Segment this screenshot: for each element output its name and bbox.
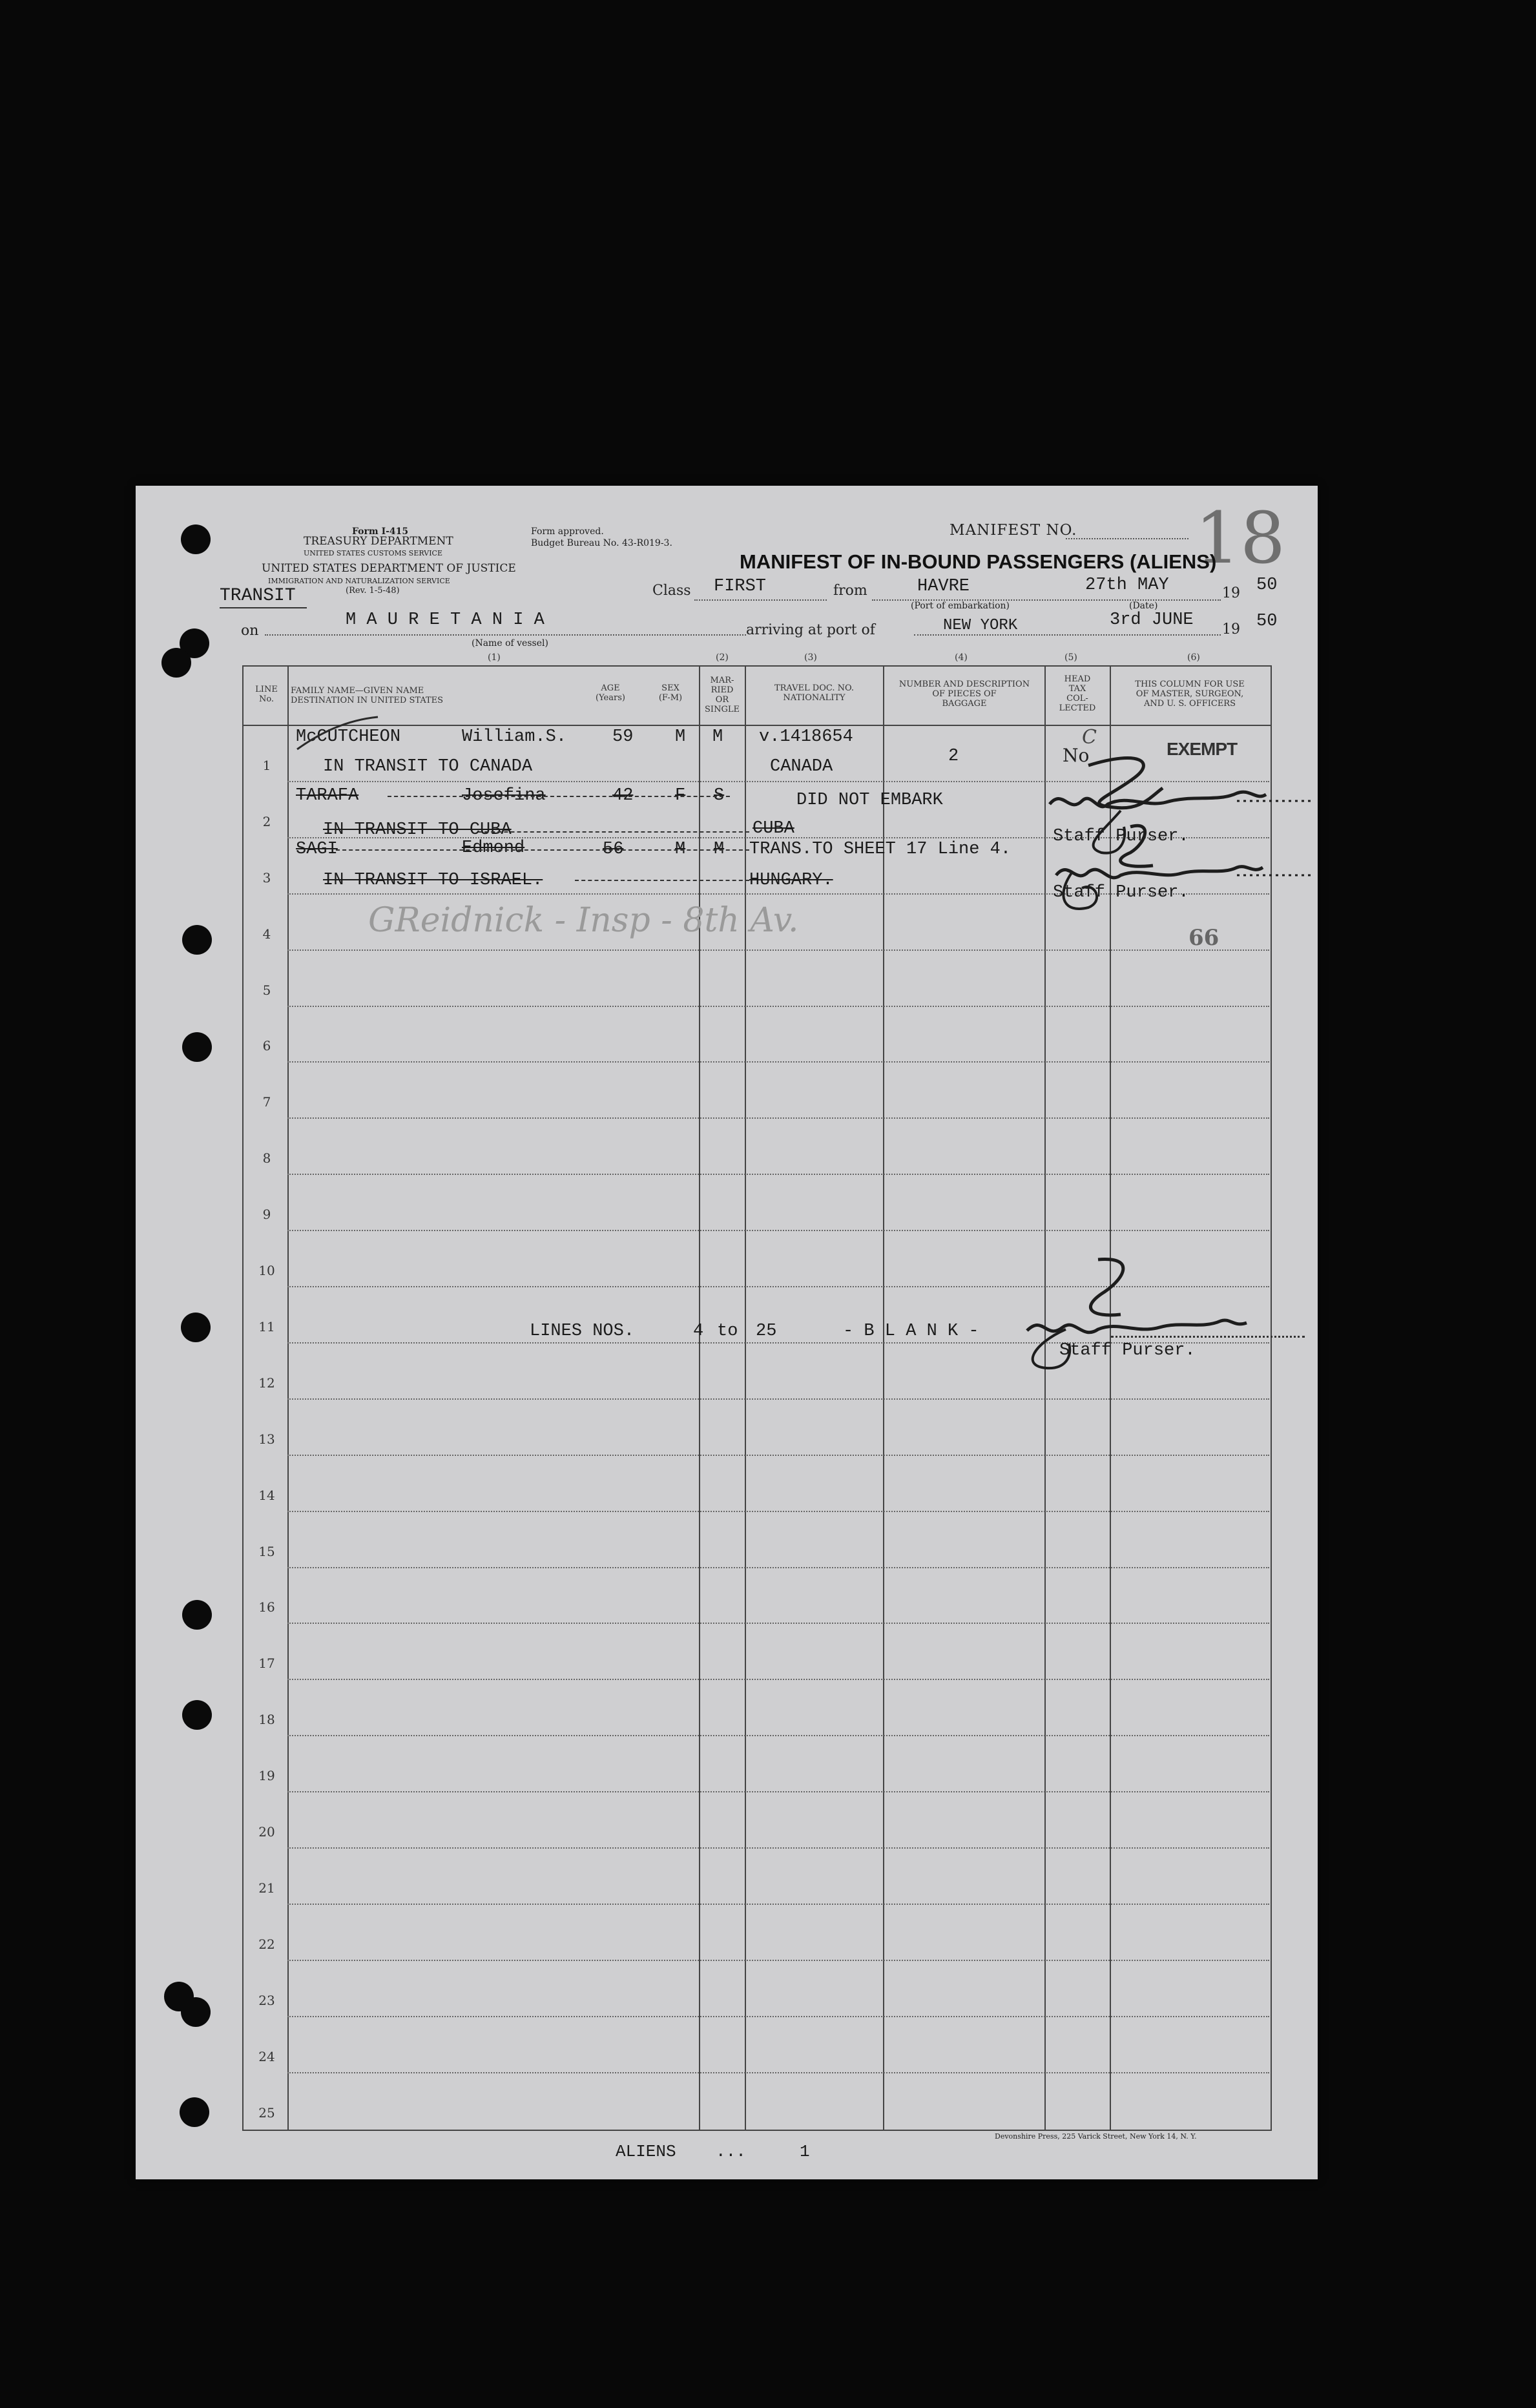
line-number: 25 xyxy=(258,2105,275,2121)
row-divider xyxy=(287,1455,1269,1456)
customs-service: UNITED STATES CUSTOMS SERVICE xyxy=(304,549,442,557)
from-value: HAVRE xyxy=(917,577,970,596)
lines-from: 4 xyxy=(693,1322,704,1341)
manifest-no-value: 18 xyxy=(1195,497,1285,579)
col-travel-doc-text: TRAVEL DOC. NO. NATIONALITY xyxy=(774,683,855,703)
col-officers xyxy=(1112,680,1267,709)
row3-doc-note: TRANS.TO SHEET 17 Line 4. xyxy=(749,840,1012,859)
line-number: 20 xyxy=(258,1824,275,1840)
punch-hole xyxy=(161,648,191,678)
inspector-note: GReidnick - Insp - 8th Av. xyxy=(368,901,799,940)
header-divider xyxy=(242,725,1272,726)
line-number: 12 xyxy=(258,1375,275,1391)
row3-nationality: HUNGARY. xyxy=(749,871,833,890)
port-caption: (Port of embarkation) xyxy=(911,601,1010,611)
row-divider xyxy=(287,1847,1269,1849)
row1-doc: v.1418654 xyxy=(759,727,853,747)
col-name xyxy=(291,686,472,705)
aliens-label: ALIENS xyxy=(616,2142,676,2161)
on-label: on xyxy=(241,623,259,639)
line-number: 6 xyxy=(262,1038,271,1054)
row-divider xyxy=(287,1398,1269,1400)
col-baggage xyxy=(886,680,1043,709)
row-divider xyxy=(287,1904,1269,1905)
aliens-count: 1 xyxy=(800,2142,810,2161)
arriving-label: arriving at port of xyxy=(746,622,875,638)
line-number: 8 xyxy=(262,1150,271,1166)
row1-age: 59 xyxy=(612,727,634,747)
line-number: 16 xyxy=(258,1599,275,1615)
ins-service: IMMIGRATION AND NATURALIZATION SERVICE xyxy=(268,577,450,585)
col-name-text: FAMILY NAME—GIVEN NAME DESTINATION IN UNITED STATES xyxy=(291,686,444,705)
line-number: 21 xyxy=(258,1880,275,1896)
row2b-strike-line xyxy=(478,831,749,833)
punch-hole xyxy=(182,925,212,955)
punch-hole xyxy=(182,1700,212,1730)
col-age xyxy=(591,683,630,703)
date2-value: 3rd JUNE xyxy=(1110,610,1194,630)
row-divider xyxy=(287,1735,1269,1736)
blank-text: - B L A N K - xyxy=(843,1322,979,1341)
aliens-dots: ... xyxy=(716,2142,746,2161)
line-number: 4 xyxy=(262,926,271,942)
arriving-line xyxy=(914,634,1221,636)
manifest-no-label: MANIFEST NO. xyxy=(950,522,1077,539)
colnum-1: (1) xyxy=(488,652,501,663)
line-number: 5 xyxy=(262,982,271,998)
line-number: 2 xyxy=(262,814,271,829)
line-number: 18 xyxy=(258,1712,275,1727)
form-number: Form I-415 xyxy=(352,526,409,537)
col-baggage-text: NUMBER AND DESCRIPTION OF PIECES OF BAGGAGE xyxy=(898,680,1030,709)
line-number: 19 xyxy=(258,1768,275,1783)
row2-doc-note: DID NOT EMBARK xyxy=(796,791,943,810)
transit-underline xyxy=(220,607,307,608)
line-number: 14 xyxy=(258,1488,275,1503)
col-sex xyxy=(651,683,690,703)
line-number: 10 xyxy=(258,1263,275,1278)
col-sex-text: SEX (F-M) xyxy=(658,683,683,703)
col-head-tax-text: HEAD TAX COL- LECTED xyxy=(1059,674,1096,713)
line-number: 13 xyxy=(258,1431,275,1447)
row1-given: William.S. xyxy=(462,727,567,747)
row1-married: M xyxy=(712,727,723,747)
form-revision: (Rev. 1-5-48) xyxy=(346,586,400,596)
col-officers-text: THIS COLUMN FOR USE OF MASTER, SURGEON, AND U. S. OFFICERS xyxy=(1135,680,1245,709)
row2-sex: F xyxy=(675,786,686,805)
colnum-3: (3) xyxy=(804,652,817,663)
row1-surname: McCUTCHEON xyxy=(296,727,401,747)
col-head-tax xyxy=(1046,674,1108,713)
line-number: 22 xyxy=(258,1936,275,1952)
row-divider xyxy=(287,1230,1269,1231)
class-label: Class xyxy=(652,583,691,599)
manifest-title: MANIFEST OF IN-BOUND PASSENGERS (ALIENS) xyxy=(740,550,1217,573)
punch-hole xyxy=(181,1313,211,1342)
line-number: 24 xyxy=(258,2049,275,2064)
row2-age: 42 xyxy=(612,786,634,805)
blank-purser: Staff Purser. xyxy=(1059,1341,1196,1360)
date1-value: 27th MAY xyxy=(1085,576,1169,595)
line-number: 7 xyxy=(262,1094,271,1110)
row-divider xyxy=(287,1006,1269,1007)
line-number: 15 xyxy=(258,1544,275,1559)
lines-to: 25 xyxy=(756,1322,777,1341)
lines-to-word: to xyxy=(717,1322,738,1341)
row-divider xyxy=(287,1567,1269,1568)
punch-hole xyxy=(182,1032,212,1062)
row-divider xyxy=(287,2016,1269,2017)
date1-year-prefix: 19 xyxy=(1222,585,1240,601)
row2-destination: IN TRANSIT TO CUBA xyxy=(323,820,512,840)
row-divider xyxy=(287,1623,1269,1624)
row2-strike-line xyxy=(388,796,730,797)
vessel-caption: (Name of vessel) xyxy=(472,638,548,649)
punch-hole xyxy=(181,1997,211,2027)
row3-age: 56 xyxy=(603,840,624,859)
row1-exempt: EXEMPT xyxy=(1167,739,1238,759)
row3-strike-line xyxy=(336,849,749,851)
lines-label: LINES NOS. xyxy=(530,1322,635,1341)
punch-hole xyxy=(181,524,211,554)
colnum-5: (5) xyxy=(1064,652,1077,663)
col-line-no: LINE No. xyxy=(255,685,278,704)
purser-signature-2 xyxy=(1043,817,1314,927)
row3-married: M xyxy=(714,840,725,859)
colnum-6: (6) xyxy=(1187,652,1200,663)
row2-purser: Staff Purser. xyxy=(1053,827,1189,846)
row1-sex: M xyxy=(675,727,686,747)
line-number: 9 xyxy=(262,1207,271,1222)
row3-sex: M xyxy=(675,840,686,859)
date2-year-prefix: 19 xyxy=(1222,621,1240,638)
col-age-text: AGE (Years) xyxy=(596,683,625,703)
vessel-line xyxy=(265,634,746,636)
line-number: 1 xyxy=(262,758,271,773)
row-divider xyxy=(287,1117,1269,1119)
class-value: FIRST xyxy=(714,577,767,596)
row3b-strike-line xyxy=(575,880,749,881)
vessel-value: M A U R E T A N I A xyxy=(346,610,545,630)
row-divider xyxy=(287,1174,1269,1175)
row3-given: Edmond xyxy=(462,838,525,858)
row2-surname: TARAFA xyxy=(296,786,359,805)
date1-year: 50 xyxy=(1256,576,1278,595)
col-married-text: MAR- RIED OR SINGLE xyxy=(705,676,740,714)
row3-destination: IN TRANSIT TO ISRAEL. xyxy=(323,871,543,890)
row-divider xyxy=(287,1791,1269,1792)
row1-head-tax: No xyxy=(1063,745,1090,766)
purser-signature-3 xyxy=(1008,1253,1292,1376)
colnum-2: (2) xyxy=(716,652,729,663)
row3-purser: Staff Purser. xyxy=(1053,883,1189,902)
line-number: 17 xyxy=(258,1655,275,1671)
form-approved: Form approved. xyxy=(531,526,604,537)
line-number: 23 xyxy=(258,1993,275,2008)
row-divider xyxy=(287,1679,1269,1680)
row2-nationality: CUBA xyxy=(752,819,794,838)
colnum-4: (4) xyxy=(955,652,968,663)
row1-nationality: CANADA xyxy=(770,757,833,776)
row-divider xyxy=(287,950,1269,951)
row2-married: S xyxy=(714,786,725,805)
row1-destination: IN TRANSIT TO CANADA xyxy=(323,757,533,776)
transit-stamp: TRANSIT xyxy=(220,586,296,606)
row2-given: Josefina xyxy=(462,786,546,805)
line-number: 11 xyxy=(258,1319,275,1334)
row1-head-tax-mark: C xyxy=(1082,726,1097,749)
row1-baggage: 2 xyxy=(948,747,959,766)
col-travel-doc xyxy=(748,683,880,703)
officer-number: 66 xyxy=(1188,925,1219,951)
budget-bureau: Budget Bureau No. 43-R019-3. xyxy=(531,538,672,548)
row-divider xyxy=(287,1960,1269,1961)
treasury-dept: TREASURY DEPARTMENT xyxy=(304,535,453,548)
punch-hole xyxy=(180,2097,209,2127)
row-divider xyxy=(287,2072,1269,2073)
line-number: 3 xyxy=(262,870,271,886)
row-divider xyxy=(287,1061,1269,1063)
arriving-value: NEW YORK xyxy=(943,617,1018,634)
from-label: from xyxy=(833,583,867,599)
row3-surname: SAGI xyxy=(296,840,338,859)
date2-year: 50 xyxy=(1256,612,1278,631)
manifest-no-line xyxy=(1066,538,1188,539)
printer-note: Devonshire Press, 225 Varick Street, New York 14, N. Y. xyxy=(995,2132,1197,2141)
punch-hole xyxy=(182,1600,212,1630)
class-line xyxy=(694,599,827,601)
justice-dept: UNITED STATES DEPARTMENT OF JUSTICE xyxy=(262,562,516,575)
check-mark xyxy=(294,714,384,752)
date-caption: (Date) xyxy=(1129,601,1158,611)
row-divider xyxy=(287,1511,1269,1512)
col-married xyxy=(701,676,743,714)
